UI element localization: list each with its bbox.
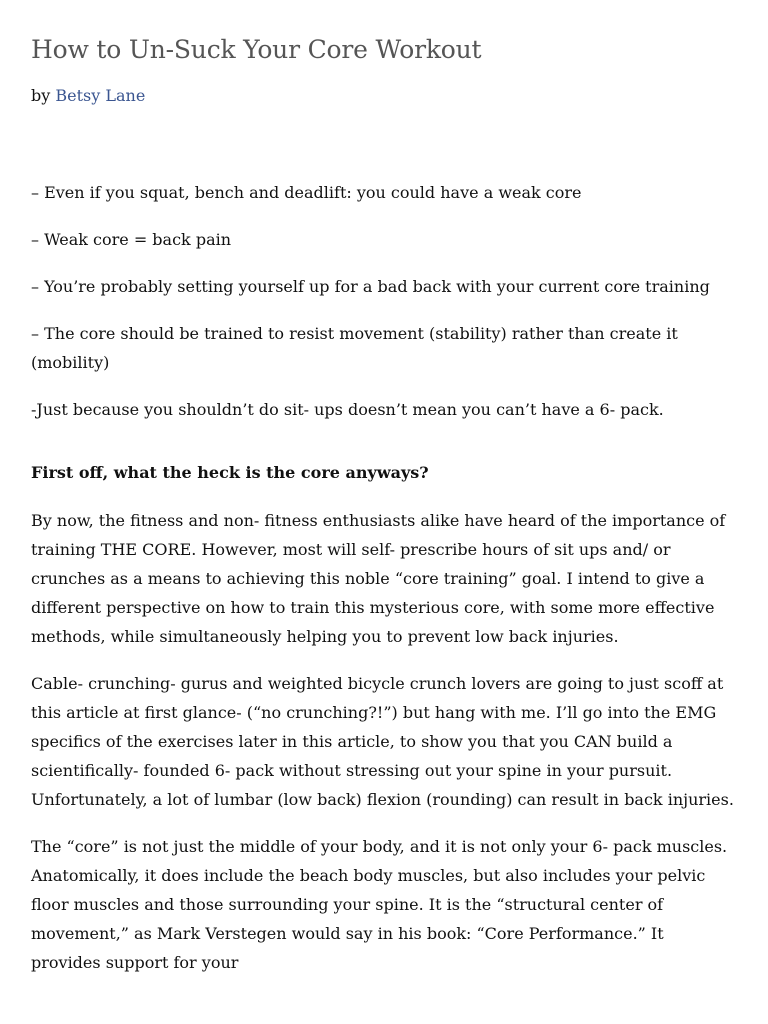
summary-item: -Just because you shouldn’t do sit- ups doesn’t mean you can’t have a 6- pack.: [31, 400, 664, 419]
byline-prefix: by: [31, 86, 56, 105]
summary-item: – Even if you squat, bench and deadlift: you could have a weak core: [31, 183, 582, 202]
body-paragraph: Cable- crunching- gurus and weighted bicycle crunch lovers are going to just scoff at this article at first glance- (“no crunching?!”) but hang with me. I’ll go into the EMG specifics of the exercises later in this article, to show you that you CAN build a scientifically- founded 6- pack without stressing out your spine in your pursuit. Unfortunately, a lot of lumbar (low back) flexion (rounding) can result in back injuries.: [31, 674, 734, 809]
body-paragraph: By now, the fitness and non- fitness enthusiasts alike have heard of the importance of training THE CORE. However, most will self- prescribe hours of sit ups and/ or crunches as a means to achieving this noble “core training” goal. I intend to give a different perspective on how to train this mysterious core, with some more effective methods, while simultaneously helping you to prevent low back injuries.: [31, 511, 726, 646]
summary-list: [31, 178, 738, 424]
article-title: How to Un-Suck Your Core Workout: [31, 35, 482, 64]
summary-item: – Weak core = back pain: [31, 230, 232, 249]
author-link[interactable]: Betsy Lane: [55, 86, 146, 105]
summary-item: – The core should be trained to resist movement (stability) rather than create it (mobility): [31, 324, 678, 372]
section-heading: First off, what the heck is the core anyways?: [31, 463, 429, 482]
byline: [31, 84, 738, 108]
summary-item: – You’re probably setting yourself up for a bad back with your current core training: [31, 277, 710, 296]
body-paragraph: The “core” is not just the middle of your body, and it is not only your 6- pack muscles. Anatomically, it does include the beach body muscles, but also includes your pelvic floor muscles and those surrounding your spine. It is the “structural center of movement,” as Mark Verstegen would say in his book: “Core Performance.” It provides support for your: [31, 837, 728, 972]
